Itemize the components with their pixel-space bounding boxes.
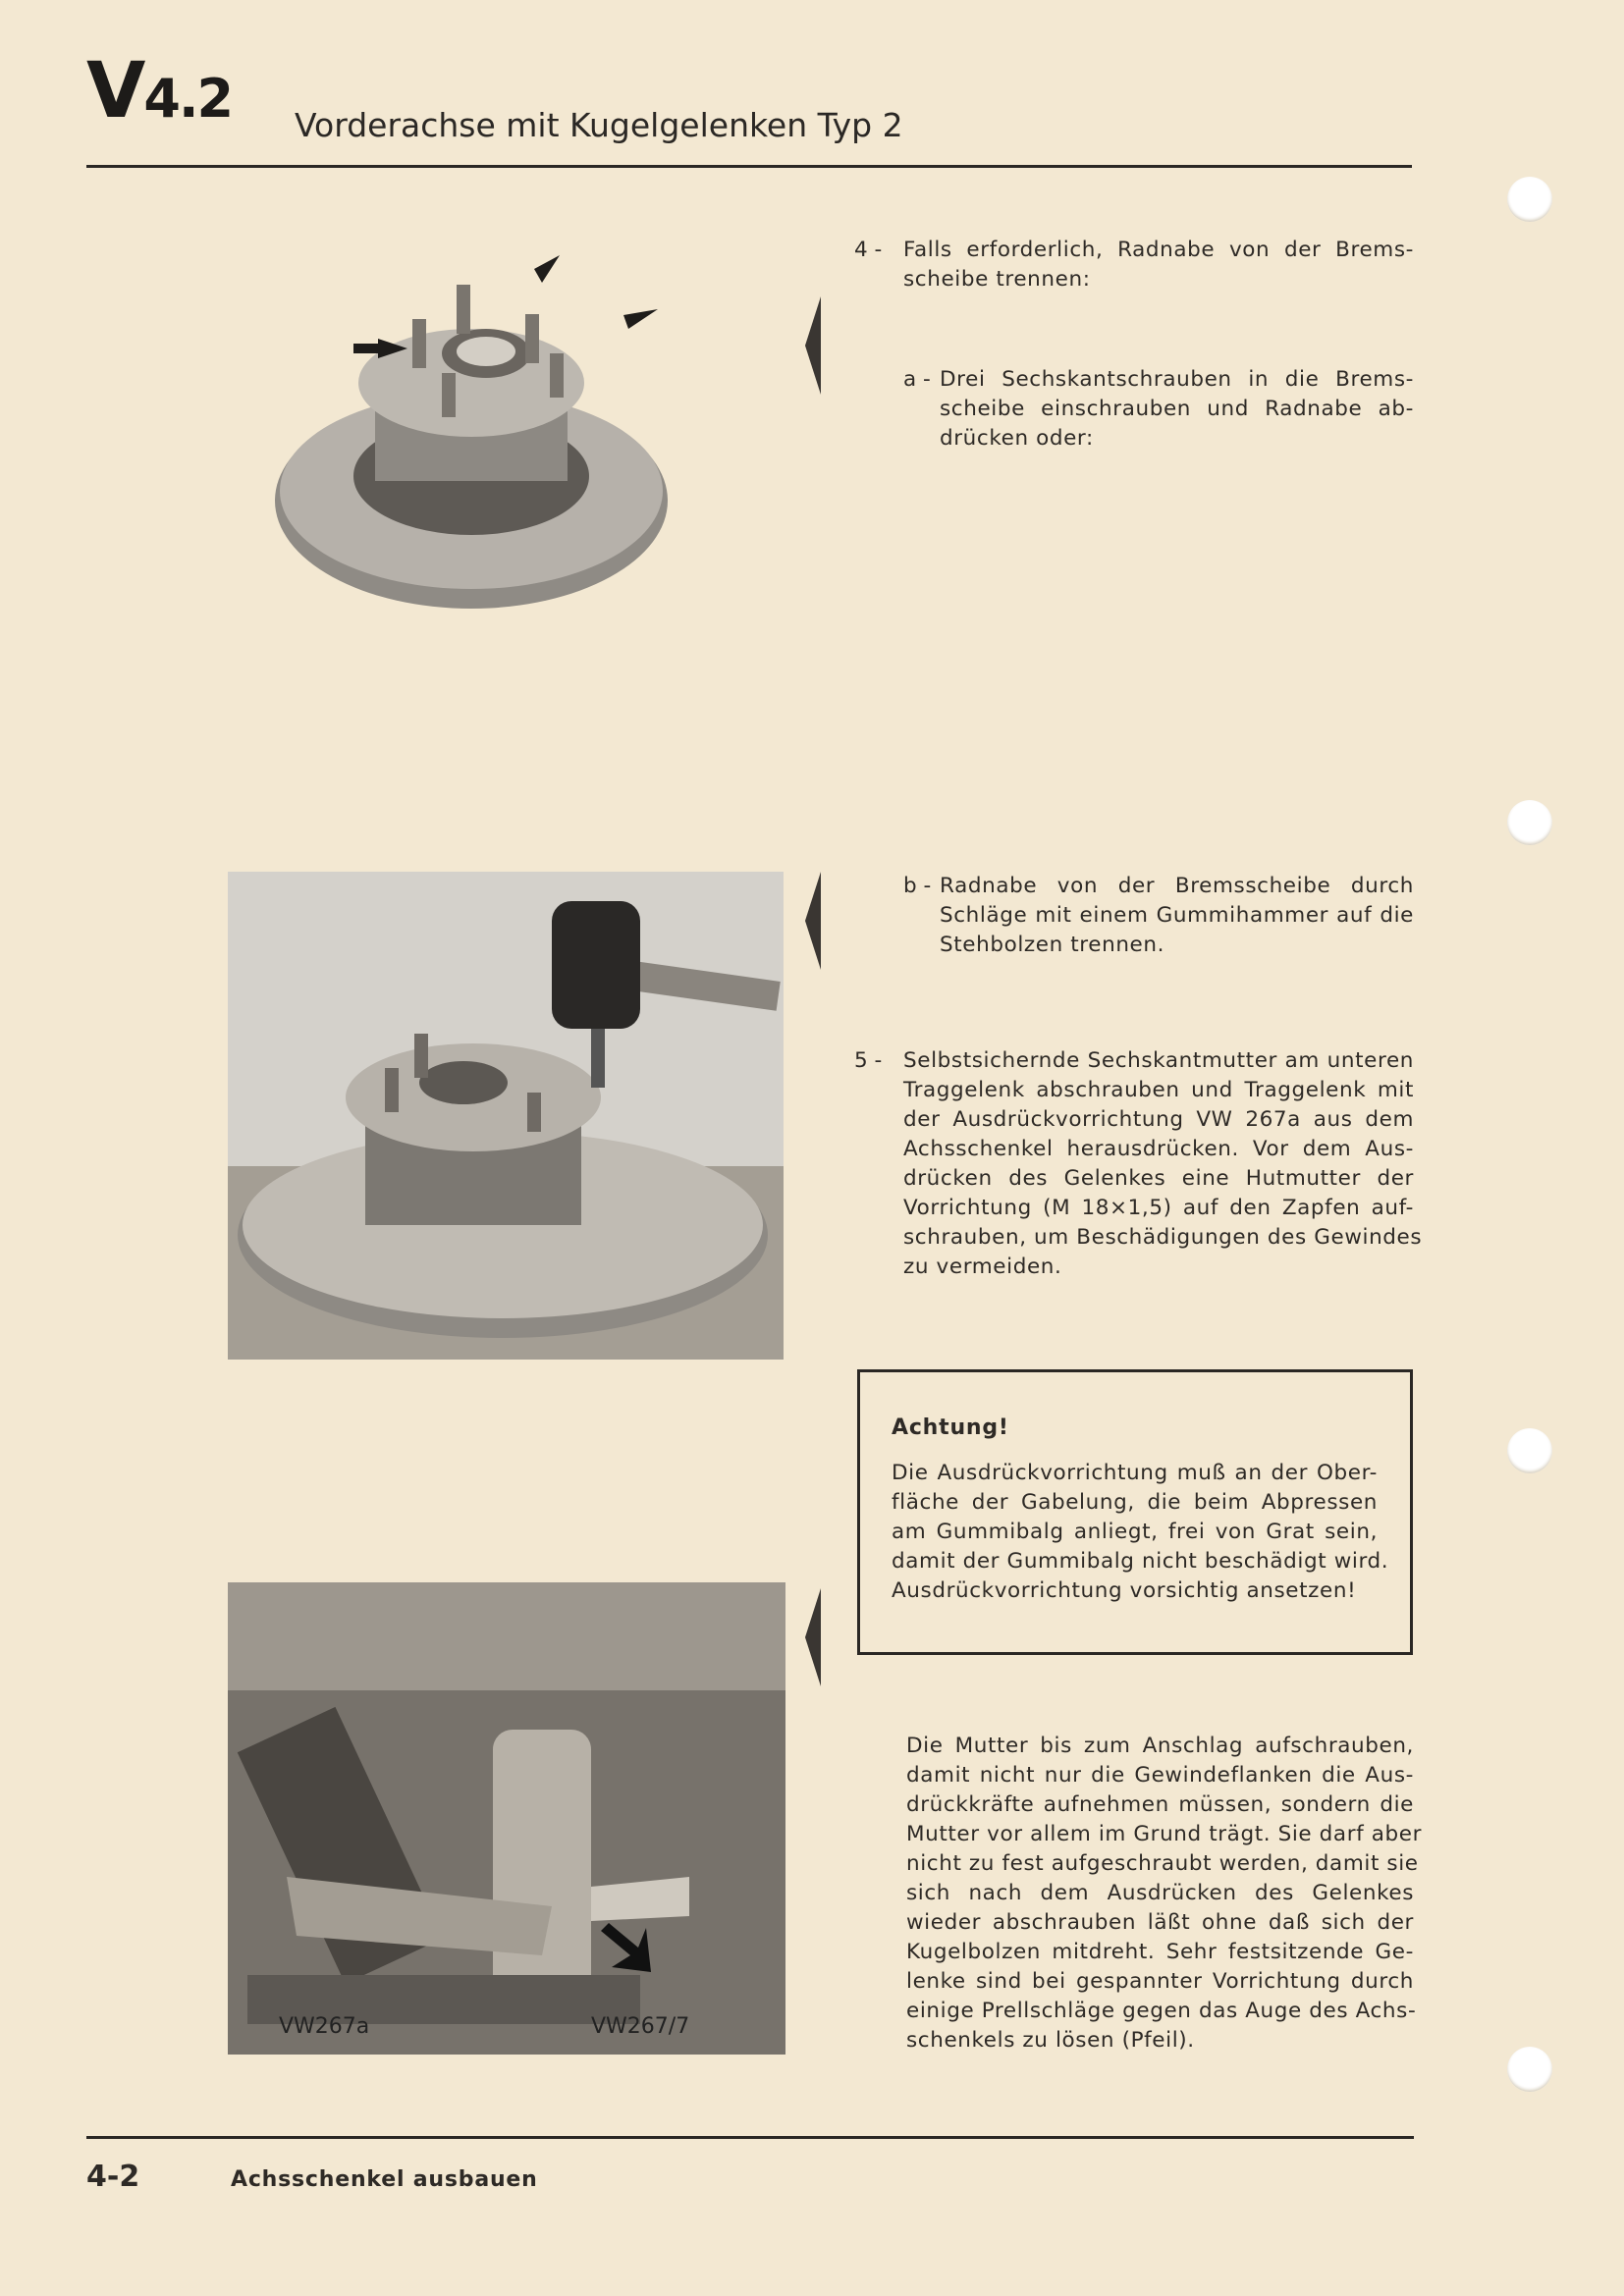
- step-4a-number: a -: [903, 367, 931, 392]
- text-line: schrauben, um Beschädigungen des Gewindes: [903, 1225, 1423, 1250]
- label-vw267-7: VW267/7: [591, 2014, 690, 2039]
- figure-ball-joint-press: [228, 1582, 785, 2055]
- punch-hole: [1507, 2047, 1552, 2092]
- warning-box: [857, 1369, 1413, 1655]
- step-4b-text: [940, 872, 1414, 960]
- text-line: zu vermeiden.: [903, 1255, 1062, 1279]
- punch-hole: [1507, 177, 1552, 222]
- text-line: sich nach dem Ausdrücken des Gelenkes: [906, 1881, 1414, 1905]
- text-line: Kugelbolzen mitdreht. Sehr festsitzende Ge-: [906, 1940, 1414, 1964]
- text-line: lenke sind bei gespannter Vorrichtung durch: [906, 1969, 1414, 1994]
- figure-brake-disc-screws: [265, 245, 677, 628]
- step-4-text: [903, 236, 1414, 294]
- text-line: damit der Gummibalg nicht beschädigt wird.: [892, 1549, 1389, 1574]
- footer-section-title: Achsschenkel ausbauen: [231, 2167, 538, 2192]
- text-line: scheibe trennen:: [903, 267, 1091, 292]
- text-line: Stehbolzen trennen.: [940, 933, 1165, 957]
- pointer-marker-icon: [805, 296, 821, 395]
- text-line: Selbstsichernde Sechskantmutter am unteren: [903, 1048, 1414, 1073]
- step-4b-number: b -: [903, 874, 932, 898]
- figure-rubber-mallet: [228, 872, 784, 1360]
- text-line: einige Prellschläge gegen das Auge des Achs-: [906, 1999, 1417, 2023]
- footer-rule: [86, 2136, 1414, 2139]
- text-line: scheibe einschrauben und Radnabe ab-: [940, 397, 1414, 421]
- text-line: wieder abschrauben läßt ohne daß sich der: [906, 1910, 1414, 1935]
- step-4a-text: [940, 365, 1414, 454]
- pointer-marker-icon: [805, 872, 821, 970]
- warning-text: [892, 1459, 1389, 1606]
- text-line: Die Ausdrückvorrichtung muß an der Ober-: [892, 1461, 1378, 1485]
- section-number: V4.2: [86, 47, 233, 135]
- punch-hole: [1507, 800, 1552, 845]
- warning-title: Achtung!: [892, 1415, 1009, 1440]
- text-line: fläche der Gabelung, die beim Abpressen: [892, 1490, 1378, 1515]
- step-5-text: [903, 1046, 1423, 1282]
- text-line: der Ausdrückvorrichtung VW 267a aus dem: [903, 1107, 1414, 1132]
- note-text: [906, 1732, 1423, 2056]
- text-line: Die Mutter bis zum Anschlag aufschrauben,: [906, 1734, 1414, 1758]
- text-line: Vorrichtung (M 18×1,5) auf den Zapfen auf-: [903, 1196, 1414, 1220]
- text-line: Mutter vor allem im Grund trägt. Sie darf aber: [906, 1822, 1423, 1846]
- text-line: schenkels zu lösen (Pfeil).: [906, 2028, 1195, 2053]
- text-line: nicht zu fest aufgeschraubt werden, damit sie: [906, 1851, 1419, 1876]
- text-line: Falls erforderlich, Radnabe von der Brems-: [903, 238, 1414, 262]
- step-4-number: 4 -: [854, 238, 883, 262]
- step-5-number: 5 -: [854, 1048, 883, 1073]
- text-line: Schläge mit einem Gummihammer auf die: [940, 903, 1414, 928]
- text-line: drücken oder:: [940, 426, 1094, 451]
- text-line: drückkräfte aufnehmen müssen, sondern die: [906, 1792, 1414, 1817]
- punch-hole: [1507, 1428, 1552, 1473]
- label-vw267a: VW267a: [279, 2014, 370, 2039]
- header-rule: [86, 165, 1412, 168]
- text-line: damit nicht nur die Gewindeflanken die Aus-: [906, 1763, 1414, 1788]
- pointer-marker-icon: [805, 1588, 821, 1686]
- text-line: Radnabe von der Bremsscheibe durch: [940, 874, 1414, 898]
- text-line: drücken des Gelenkes eine Hutmutter der: [903, 1166, 1414, 1191]
- page-title: Vorderachse mit Kugelgelenken Typ 2: [295, 106, 903, 144]
- text-line: Drei Sechskantschrauben in die Brems-: [940, 367, 1414, 392]
- text-line: am Gummibalg anliegt, frei von Grat sein,: [892, 1520, 1378, 1544]
- text-line: Ausdrückvorrichtung vorsichtig ansetzen!: [892, 1578, 1357, 1603]
- text-line: Traggelenk abschrauben und Traggelenk mit: [903, 1078, 1414, 1102]
- page-number: 4-2: [86, 2160, 140, 2194]
- text-line: Achsschenkel herausdrücken. Vor dem Aus-: [903, 1137, 1414, 1161]
